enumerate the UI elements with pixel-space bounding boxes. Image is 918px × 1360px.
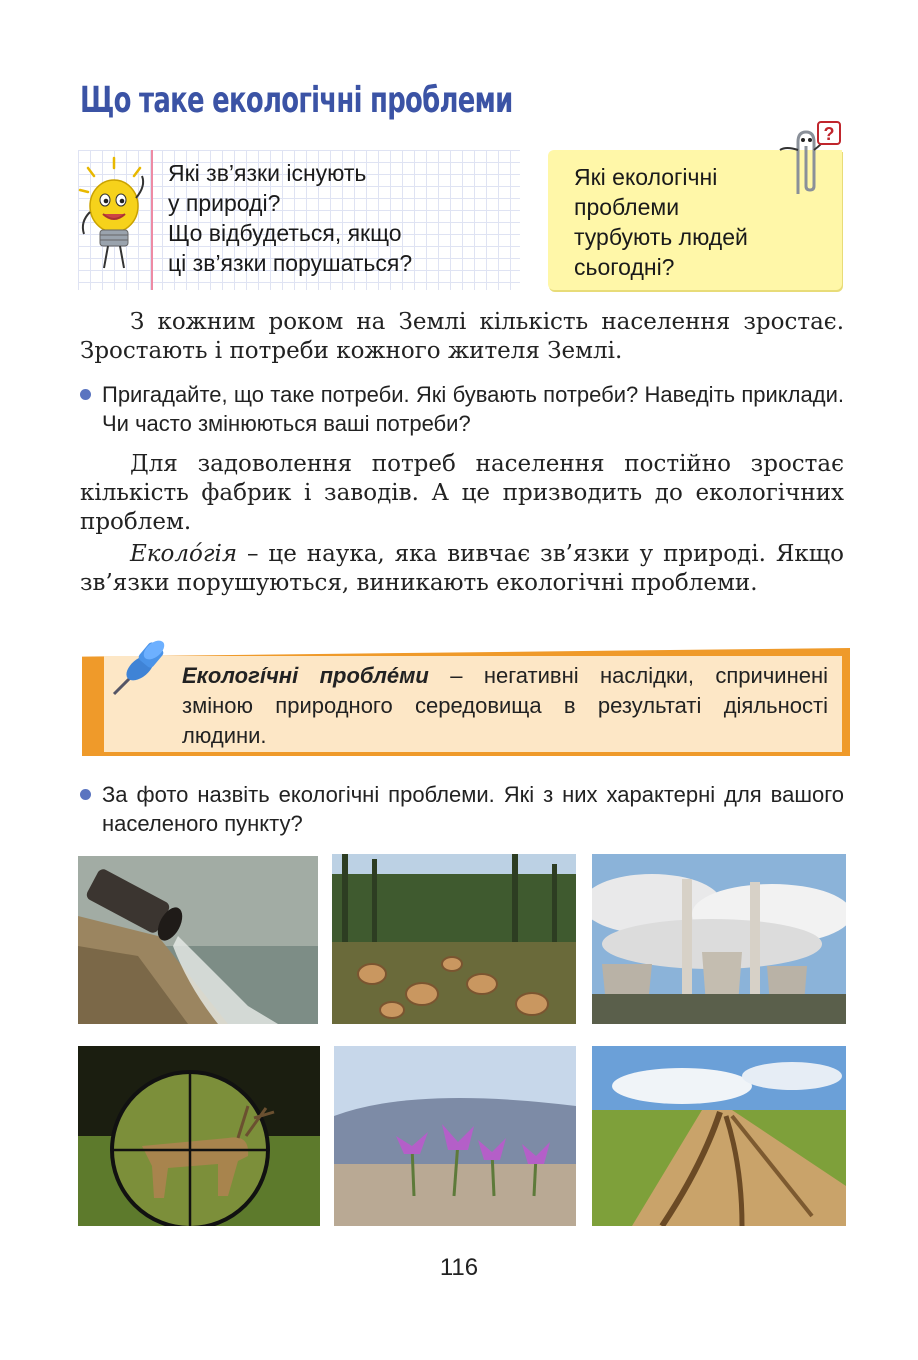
definition-body: – негативні наслідки, спричинені зміною природного середовища в результаті діяльності людини. [182, 663, 828, 748]
soil-erosion-photo [592, 1046, 846, 1226]
page-title: Що таке екологічні проблеми [80, 80, 513, 121]
note-line: турбують людей [574, 224, 748, 250]
hunting-deer-photo [78, 1046, 320, 1226]
question-line: Які зв’язки існують [168, 160, 367, 186]
page-number: 116 [439, 1254, 479, 1281]
bullet-dot [80, 789, 91, 800]
definition-term: Екологíчні проблéми [182, 663, 429, 688]
paragraph-population: З кожним роком на Землі кількість населення зростає. Зростають і потреби кожного жителя Землі. [80, 309, 844, 364]
pasque-flowers-photo [334, 1046, 576, 1226]
note-text [574, 162, 794, 282]
question-line: ці зв’язки порушаться? [168, 250, 413, 276]
questions-text [168, 158, 508, 278]
ecology-term: Еколóгія [130, 541, 238, 567]
bullet-text: За фото назвіть екологічні проблеми. Які з них характерні для вашого населеного пункту? [102, 782, 844, 836]
grid-margin-line [151, 150, 153, 290]
deforestation-photo [332, 854, 576, 1024]
question-badge: ? [823, 124, 835, 144]
note-line: проблеми [574, 194, 680, 220]
ecology-definition: – це наука, яка вивчає зв’язки у природі. Якщо зв’язки порушуються, виникають екологічні проблеми. [80, 541, 844, 596]
bullet-photos [80, 780, 844, 838]
paragraph-factories: Для задоволення потреб населення постійно зростає кількість фабрик і заводів. А це призводить до екологічних проблем. [80, 451, 844, 535]
note-line: сьогодні? [574, 254, 675, 280]
bullet-text: Пригадайте, що таке потреби. Які бувають потреби? Наведіть приклади. Чи часто змінюються ваші потреби? [102, 382, 844, 436]
note-line: Які екологічні [574, 164, 718, 190]
definition-text [182, 661, 828, 751]
paragraph-ecology [80, 540, 844, 598]
bullet-dot [80, 389, 91, 400]
question-line: Що відбудеться, якщо [168, 220, 402, 246]
water-pollution-photo [78, 856, 318, 1024]
power-plant-photo [592, 854, 846, 1024]
bullet-needs [80, 380, 844, 438]
question-line: у природі? [168, 190, 281, 216]
lightbulb-icon [78, 156, 150, 279]
paperclip-character-icon [776, 120, 844, 205]
pushpin-icon [104, 636, 170, 707]
